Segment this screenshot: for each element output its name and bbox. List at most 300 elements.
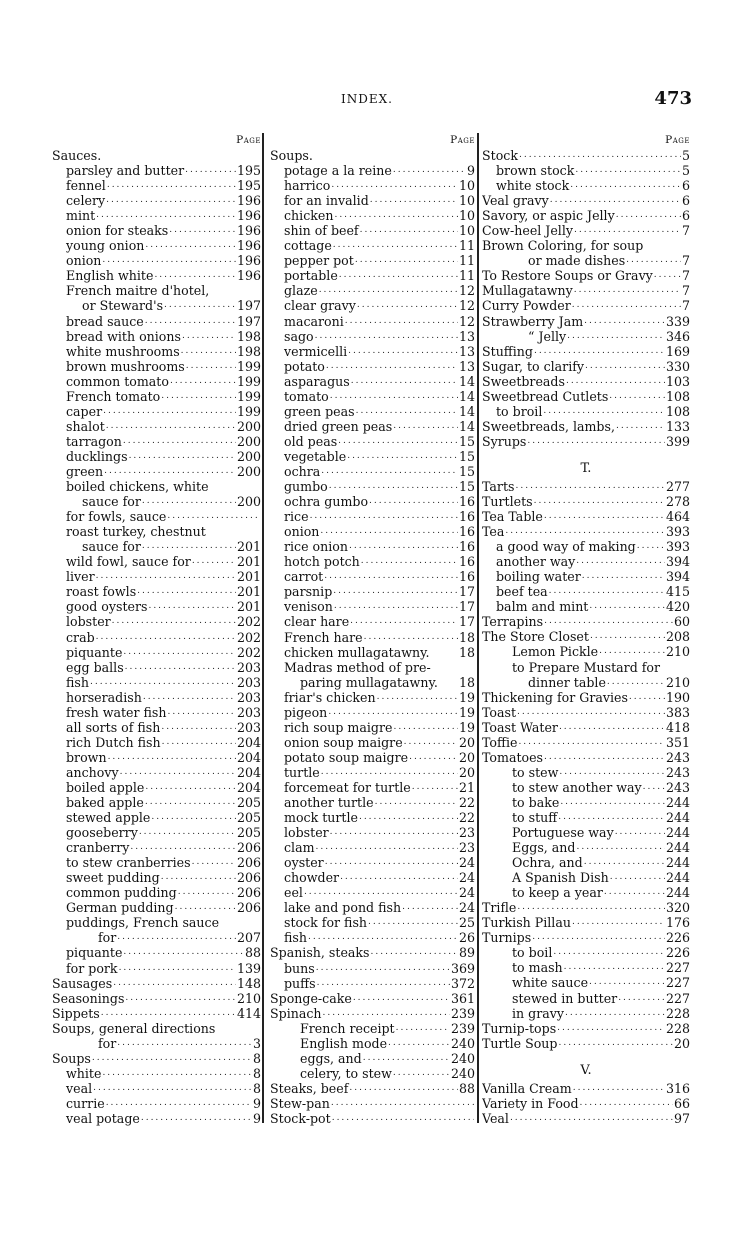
index-entry [482,148,690,163]
entry-page-number: 210 [665,674,690,690]
dot-leader [304,885,458,900]
dot-leader [340,870,458,885]
entry-page-number: 89 [458,945,475,961]
entry-text: potato [284,358,325,374]
entry-text: veal potage [66,1111,140,1126]
entry-text: portable [284,268,338,284]
entry-page-number: 60 [673,614,690,630]
entry-text: for fowls, sauce [66,509,167,525]
entry-page-number: 361 [450,990,475,1006]
dot-leader [559,720,665,735]
entry-page-number: 207 [236,930,261,946]
entry-page-number: 200 [236,433,261,449]
index-entry [482,584,690,599]
index-entry [482,374,690,389]
dot-leader [145,795,236,810]
entry-text: fresh water fish [66,704,167,720]
dot-leader [319,283,458,298]
index-entry [482,599,690,614]
entry-page-number: 190 [665,689,690,705]
index-entry [270,283,475,298]
entry-page-number: 9 [252,1095,261,1111]
entry-text: English mode [300,1035,388,1051]
entry-text: onion [284,524,320,540]
dot-leader [534,494,665,509]
entry-page-number: 196 [236,268,261,284]
dot-leader [154,268,236,283]
index-entry [52,750,261,765]
index-entry [52,238,261,253]
index-entry [52,584,261,599]
entry-page-number: 17 [458,599,475,615]
dot-leader [185,163,236,178]
index-entry [482,509,690,524]
index-entry [52,795,261,810]
entry-page-number: 11 [458,253,475,269]
entry-text: wild fowl, sauce for [66,554,191,570]
entry-text: piquante [66,945,123,961]
entry-page-number: 420 [665,599,690,615]
entry-text: for [98,930,117,946]
entry-page-number: 19 [458,689,475,705]
index-entry [52,1036,261,1051]
index-entry [270,389,475,404]
index-entry [270,1096,475,1111]
dot-leader [553,945,665,960]
entry-text: ducklings [66,448,128,464]
index-entry [52,825,261,840]
entry-page-number: 5 [681,163,690,179]
dot-leader [161,720,236,735]
entry-page-number: 9 [466,163,475,179]
index-entry [482,720,690,735]
entry-text: Eggs, and [512,840,576,856]
index-entry [270,193,475,208]
entry-text: A Spanish Dish [512,870,609,886]
entry-text: mock turtle [284,810,358,826]
index-entry [52,599,261,614]
entry-text: Trifle [482,900,517,916]
index-entry [270,825,475,840]
dot-leader [331,1096,474,1111]
entry-page-number: 206 [236,840,261,856]
entry-text: potato soup maigre [284,749,409,765]
dot-leader [356,404,458,419]
index-entry [52,253,261,268]
entry-text: To Restore Soups or Gravy [482,268,653,284]
entry-page-number: 24 [458,885,475,901]
entry-page-number: 196 [236,208,261,224]
dot-leader [151,810,236,825]
entry-page-number: 20 [673,1035,690,1051]
entry-text: green peas [284,403,355,419]
dot-leader [550,193,681,208]
index-entry [52,1096,261,1111]
index-entry [482,283,690,298]
entry-text: another turtle [284,795,374,811]
dot-leader [534,344,665,359]
dot-leader [162,735,236,750]
dot-leader [330,389,458,404]
index-entry [52,1066,261,1081]
dot-leader [339,268,458,283]
entry-text: horseradish [66,689,142,705]
dot-leader [574,283,681,298]
entry-page-number: 198 [236,343,261,359]
entry-page-number: 244 [665,855,690,871]
index-entry [270,961,475,976]
dot-leader [388,1036,450,1051]
entry-text: Sugar, to clarify [482,358,585,374]
entry-page-number: 240 [450,1065,475,1081]
index-entry [52,1006,261,1021]
dot-leader [169,223,236,238]
entry-page-number: 277 [665,478,690,494]
dot-leader [108,750,236,765]
entry-page-number: 7 [681,223,690,239]
index-entry [270,479,475,494]
entry-text: oyster [284,855,324,871]
entry-text: “ Jelly [528,328,567,344]
dot-leader [328,705,458,720]
index-entry [52,374,261,389]
entry-text: a good way of making [496,539,636,555]
entry-page-number: 278 [665,493,690,509]
entry-page-number: 203 [236,674,261,690]
index-entry [482,660,690,675]
entry-text: Tea Table [482,509,543,525]
dot-leader [315,329,458,344]
entry-text: clam [284,840,315,856]
dot-leader [361,554,458,569]
entry-text: Sauces. [52,148,102,163]
entry-page-number: 11 [458,238,475,254]
entry-text: lake and pond fish [284,900,402,916]
dot-leader [409,750,458,765]
index-column-3 [482,133,690,1126]
entry-page-number: 15 [458,479,475,495]
index-entry [482,991,690,1006]
dot-leader [125,991,236,1006]
entry-page-number: 14 [458,418,475,434]
entry-text: onion for steaks [66,223,169,239]
dot-leader [609,389,665,404]
entry-text: or made dishes [528,253,626,269]
entry-page-number: 26 [458,930,475,946]
entry-page-number: 415 [665,584,690,600]
dot-leader [338,434,458,449]
entry-page-number: 8 [252,1080,261,1096]
index-entry [52,314,261,329]
dot-leader [355,253,458,268]
entry-text: chowder [284,870,340,886]
index-entry [482,404,690,419]
dot-leader [585,359,665,374]
dot-leader [104,464,236,479]
index-entry [52,419,261,434]
entry-page-number: 206 [236,885,261,901]
index-entry [52,780,261,795]
entry-page-number: 13 [458,358,475,374]
entry-text: pepper pot [284,253,354,269]
entry-text: harrico [284,178,331,194]
index-entry [52,705,261,720]
dot-leader [320,524,458,539]
entry-page-number: 244 [665,825,690,841]
entry-text: Sweetbread Cutlets [482,388,609,404]
dot-leader [519,148,681,163]
index-entry [52,1021,261,1036]
entry-text: all sorts of fish [66,719,161,735]
dot-leader [334,208,458,223]
entry-page-number: 394 [665,554,690,570]
entry-page-number: 8 [252,1050,261,1066]
entry-text: to broil [496,403,543,419]
entry-page-number: 351 [665,734,690,750]
index-entry [52,900,261,915]
entry-text: stewed apple [66,810,151,826]
entry-text: roast fowls [66,584,137,600]
index-entry [482,223,690,238]
entry-page-number: 210 [236,990,261,1006]
index-entry [270,223,475,238]
entry-text: Turkish Pillau [482,915,571,931]
entry-text: sweet pudding [66,870,160,886]
entry-page-number: 240 [450,1050,475,1066]
entry-page-number: 10 [458,178,475,194]
entry-text: sauce for [82,539,141,555]
entry-page-number: 204 [236,779,261,795]
dot-leader [616,208,681,223]
entry-text: Tarts [482,478,515,494]
entry-text: glaze [284,283,318,299]
entry-text: to keep a year [512,885,603,901]
entry-text: brown stock [496,163,575,179]
dot-leader [572,298,681,313]
dot-leader [170,374,236,389]
entry-page-number: 383 [665,704,690,720]
entry-text: Turnip-tops [482,1020,557,1036]
dot-leader [557,1021,665,1036]
entry-page-number: 22 [458,795,475,811]
dot-leader [543,404,665,419]
index-entry [482,253,690,268]
dot-leader [610,870,665,885]
entry-page-number: 320 [665,900,690,916]
entry-page-number: 244 [665,840,690,856]
entry-text: to stew cranberries [66,855,191,871]
index-entries [482,148,690,1126]
index-entry [482,915,690,930]
entry-text: to stew another way [512,779,642,795]
index-column-2 [270,133,475,1126]
entry-text: buns [284,960,315,976]
index-entry [482,524,690,539]
entry-page-number: 9 [252,1111,261,1126]
entry-page-number: 346 [665,328,690,344]
page-title: INDEX. [341,92,393,106]
dot-leader [117,930,236,945]
entry-text: Thickening for Gravies [482,689,628,705]
entry-page-number: 196 [236,223,261,239]
entry-page-number: 139 [236,960,261,976]
dot-leader [96,208,236,223]
dot-leader [112,614,236,629]
entry-page-number: 10 [458,223,475,239]
index-entry [482,479,690,494]
column-divider-1 [262,133,264,1123]
entry-text: for an invalid [284,193,369,209]
entry-page-number: 202 [236,614,261,630]
index-entry [52,148,261,163]
index-entry [52,614,261,629]
entry-page-number: 15 [458,433,475,449]
entry-page-number: 204 [236,764,261,780]
dot-leader [515,479,664,494]
entry-page-number: 199 [236,403,261,419]
index-entry [482,539,690,554]
entry-text: German pudding [66,900,174,916]
index-entry [270,163,475,178]
entry-text: good oysters [66,599,148,615]
entry-text: Veal gravy [482,193,549,209]
index-entry [270,314,475,329]
entry-text: sauce for [82,494,141,510]
entry-page-number: 17 [458,614,475,630]
dot-leader [558,1036,673,1051]
index-entry [52,223,261,238]
index-entry [270,253,475,268]
entry-page-number: 18 [458,629,475,645]
index-entry [482,735,690,750]
entry-text: French tomato [66,388,161,404]
entry-text: young onion [66,238,145,254]
dot-leader [576,554,665,569]
index-entry [482,629,690,644]
index-entry [270,991,475,1006]
entry-text: vegetable [284,448,347,464]
index-entry [270,359,475,374]
entry-page-number: 208 [665,629,690,645]
index-entry [52,1051,261,1066]
dot-leader [123,945,244,960]
entry-page-number: 25 [458,915,475,931]
dot-leader [347,449,458,464]
dot-leader [567,329,665,344]
entry-page-number: 103 [665,373,690,389]
dot-leader [106,193,236,208]
index-entry [270,855,475,870]
dot-leader [350,614,458,629]
dot-leader [145,314,236,329]
dot-leader [560,795,665,810]
dot-leader [178,885,236,900]
entry-page-number: 16 [458,569,475,585]
index-entry [482,419,690,434]
index-entry [270,675,475,690]
index-entry [270,1036,475,1051]
entry-page-number: 227 [665,960,690,976]
dot-leader [532,930,665,945]
index-entry [52,283,261,298]
dot-leader [558,810,665,825]
entry-page-number: 11 [458,268,475,284]
entry-page-number: 176 [665,915,690,931]
entry-page-number: 148 [236,975,261,991]
dot-leader [360,223,458,238]
index-entry [482,238,690,253]
entry-page-number: 19 [458,719,475,735]
dot-leader [326,359,458,374]
entry-text: tarragon [66,433,122,449]
entry-page-number: 14 [458,388,475,404]
index-entry [270,178,475,193]
entry-text: cranberry [66,840,130,856]
entry-text: gumbo [284,479,328,495]
entry-page-number: 10 [458,208,475,224]
entry-text: cottage [284,238,332,254]
dot-leader [167,509,260,524]
index-entry [270,268,475,283]
entry-page-number: 23 [458,840,475,856]
dot-leader [92,1051,252,1066]
dot-leader [637,539,665,554]
entry-text: roast turkey, chestnut [66,524,206,540]
entry-page-number: 202 [236,629,261,645]
entry-page-number: 108 [665,403,690,419]
dot-leader [182,329,236,344]
entry-page-number: 243 [665,764,690,780]
entry-text: Seasonings [52,990,125,1006]
index-entry [52,630,261,645]
dot-leader [517,705,665,720]
dot-leader [186,359,236,374]
entry-page-number: 202 [236,644,261,660]
entry-text: Mullagatawny [482,283,573,299]
entry-page-number: 227 [665,990,690,1006]
index-entry [482,554,690,569]
entry-text: puffs [284,975,316,991]
entry-page-number: 16 [458,524,475,540]
dot-leader [590,629,665,644]
entry-page-number: 204 [236,734,261,750]
entry-page-number: 20 [458,764,475,780]
entry-text: to stuff [512,809,558,825]
entry-text: baked apple [66,795,144,811]
entry-page-number: 372 [450,975,475,991]
index-entry [270,750,475,765]
entry-text: white stock [496,178,570,194]
index-entry [270,976,475,991]
entry-page-number: 88 [458,1080,475,1096]
dot-leader [333,584,458,599]
entry-page-number: 205 [236,810,261,826]
dot-leader [96,569,236,584]
dot-leader [334,599,458,614]
entry-text: ochra [284,463,321,479]
entry-page-number: 393 [665,524,690,540]
entry-text: white [66,1065,102,1081]
entry-text: bread with onions [66,328,181,344]
dot-leader [654,268,681,283]
index-entry [52,434,261,449]
entry-text: stewed in butter [512,990,618,1006]
dot-leader [604,885,665,900]
dot-leader [371,945,458,960]
entry-text: to Prepare Mustard for [512,659,661,675]
entry-text: Soups [52,1050,91,1066]
dot-leader [574,223,681,238]
